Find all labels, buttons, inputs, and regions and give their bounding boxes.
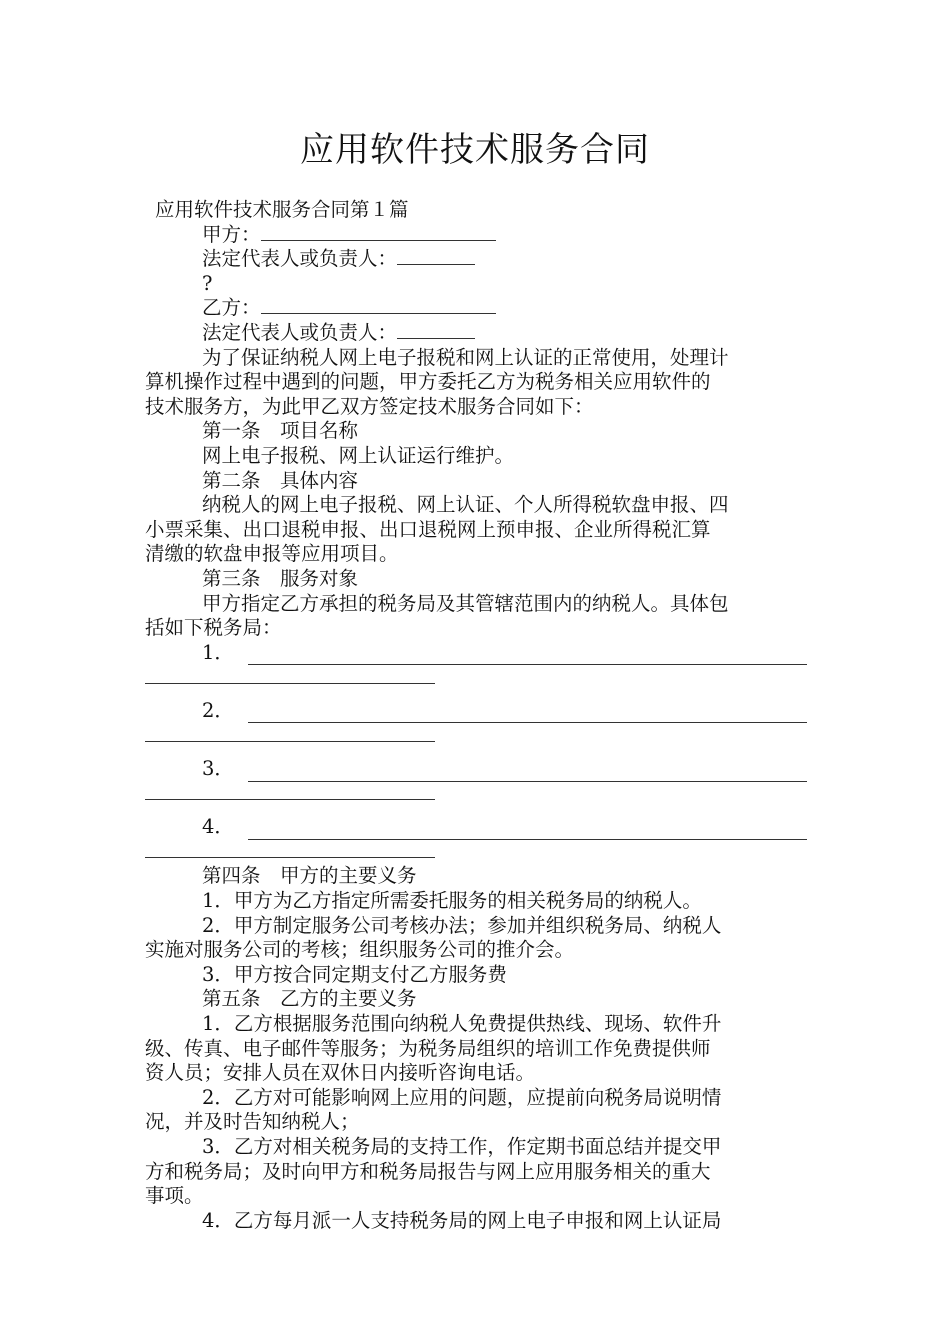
party-a-rep-blank — [397, 248, 475, 265]
party-a-rep-label: 法定代表人或负责人： — [202, 247, 398, 271]
article-3-body-line: 括如下税务局： — [145, 616, 282, 640]
party-b-label: 乙方： — [202, 296, 261, 320]
article-2-body-line: 纳税人的网上电子报税、网上认证、个人所得税软盘申报、四 — [202, 493, 729, 517]
bureau-item-number: 1． — [202, 640, 234, 664]
document-body — [145, 198, 807, 1233]
bureau-item — [145, 815, 807, 840]
intro-line: 技术服务方，为此甲乙双方签定技术服务合同如下： — [145, 394, 594, 418]
bureau-item — [145, 641, 807, 666]
bureau-item-blank — [248, 650, 807, 665]
article-4-item: 1．甲方为乙方指定所需委托服务的相关税务局的纳税人。 — [202, 889, 702, 913]
article-1-body: 网上电子报税、网上认证运行维护。 — [202, 443, 515, 467]
intro-line: 算机操作过程中遇到的问题，甲方委托乙方为税务相关应用软件的 — [145, 370, 711, 394]
article-3-title: 第三条 服务对象 — [202, 566, 359, 590]
article-5-line: 3．乙方对相关税务局的支持工作，作定期书面总结并提交甲 — [202, 1134, 722, 1158]
article-5-line: 2．乙方对可能影响网上应用的问题，应提前向税务局说明情 — [202, 1085, 722, 1109]
article-2-body-line: 清缴的软盘申报等应用项目。 — [145, 542, 399, 566]
article-4-item: 实施对服务公司的考核；组织服务公司的推介会。 — [145, 938, 575, 962]
article-5-line: 况，并及时告知纳税人； — [145, 1110, 360, 1134]
document-subtitle: 应用软件技术服务合同第１篇 — [155, 198, 409, 221]
bureau-item-number: 3． — [202, 757, 234, 781]
article-5-title: 第五条 乙方的主要义务 — [202, 987, 417, 1011]
article-4-title: 第四条 甲方的主要义务 — [202, 864, 417, 888]
article-2-title: 第二条 具体内容 — [202, 468, 359, 492]
party-a-line — [145, 223, 807, 248]
article-5-line: 事项。 — [145, 1184, 204, 1208]
article-5-line: 4．乙方每月派一人支持税务局的网上电子申报和网上认证局 — [202, 1208, 722, 1232]
party-b-rep-blank — [397, 322, 475, 339]
bureau-item-blank-continued — [145, 665, 807, 690]
bureau-item-blank-continued — [145, 723, 807, 748]
article-2-body-line: 小票采集、出口退税申报、出口退税网上预申报、企业所得税汇算 — [145, 517, 711, 541]
bureau-item — [145, 757, 807, 782]
party-b-rep-label: 法定代表人或负责人： — [202, 320, 398, 344]
article-3-body-line: 甲方指定乙方承担的税务局及其管辖范围内的纳税人。具体包 — [202, 591, 729, 615]
document-title: 应用软件技术服务合同 — [300, 130, 650, 170]
article-5-line: 1．乙方根据服务范围向纳税人免费提供热线、现场、软件升 — [202, 1012, 722, 1035]
question-mark: ? — [202, 271, 213, 295]
bureau-item-number: 2． — [202, 698, 234, 722]
bureau-item-blank — [248, 825, 807, 840]
article-5-line: 级、传真、电子邮件等服务；为税务局组织的培训工作免费提供师 — [145, 1036, 711, 1060]
party-b-rep-line — [145, 321, 807, 346]
article-5-line: 方和税务局；及时向甲方和税务局报告与网上应用服务相关的重大 — [145, 1159, 711, 1183]
article-5-line: 资人员；安排人员在双休日内接听咨询电话。 — [145, 1061, 536, 1085]
bureau-item-number: 4． — [202, 815, 234, 839]
party-b-line — [145, 296, 807, 321]
party-b-blank — [261, 297, 496, 314]
party-a-blank — [261, 224, 496, 241]
article-4-item: 3．甲方按合同定期支付乙方服务费 — [202, 962, 507, 986]
party-a-label: 甲方： — [202, 222, 261, 246]
article-4-item: 2．甲方制定服务公司考核办法；参加并组织税务局、纳税人 — [202, 913, 722, 937]
bureau-item-blank-continued — [145, 782, 807, 807]
party-a-rep-line — [145, 247, 807, 272]
bureau-item-blank — [248, 767, 807, 782]
bureau-item-blank — [248, 708, 807, 723]
bureau-item-blank-continued — [145, 840, 807, 865]
bureau-item — [145, 699, 807, 724]
article-1-title: 第一条 项目名称 — [202, 419, 359, 443]
intro-line: 为了保证纳税人网上电子报税和网上认证的正常使用，处理计 — [202, 345, 729, 369]
